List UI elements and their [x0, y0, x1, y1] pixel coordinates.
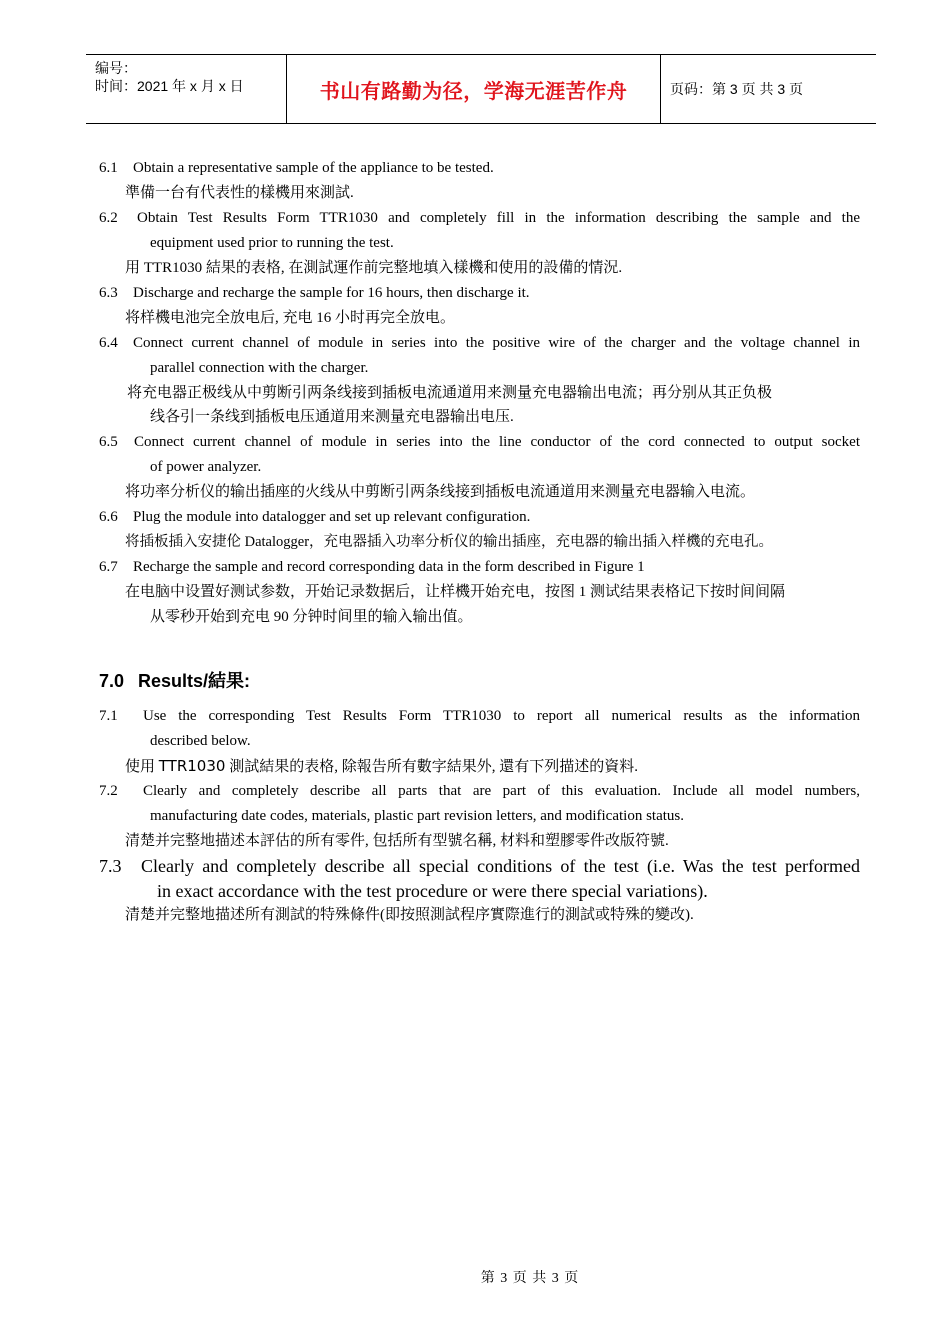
item-number: 7.2	[99, 783, 118, 799]
item-text: Connect current channel of module in series into the line conductor of the cord connected to output socket	[134, 434, 860, 450]
item-number: 7.3	[99, 856, 122, 876]
item-6-6-zh: 将插板插入安捷伦 Datalogger，充电器插入功率分析仪的输出插座，充电器的输出插入样機的充电孔。	[125, 534, 774, 550]
zh-text-pre: 使用	[125, 759, 159, 775]
item-number: 6.2	[99, 210, 118, 226]
item-7-1-zh	[125, 756, 638, 777]
header-page-cell	[661, 55, 876, 123]
item-number: 6.4	[99, 335, 118, 351]
item-6-1-en	[99, 158, 494, 178]
item-7-1-en-2: described below.	[150, 733, 251, 749]
page-footer	[0, 1267, 950, 1287]
item-6-4-en-1	[99, 333, 860, 353]
item-6-7-zh-2: 从零秒开始到充电 90 分钟时间里的输入输出值。	[150, 609, 473, 625]
item-6-5-zh: 将功率分析仪的输出插座的火线从中剪断引两条线接到插板电流通道用来测量充电器输入电流。	[125, 484, 756, 500]
header-page-info: 页码：第 3 页 共 3 页	[670, 81, 804, 97]
item-text: Connect current channel of module in series into the positive wire of the charger and the voltage channel in	[133, 335, 860, 351]
item-7-2-en-1	[99, 781, 860, 801]
form-code: TTR1030	[158, 757, 226, 775]
item-number: 7.1	[99, 708, 118, 724]
item-6-2-en-2: equipment used prior to running the test.	[150, 235, 394, 251]
item-6-3-zh: 将样機电池完全放电后, 充电 16 小时再完全放电。	[125, 310, 456, 326]
item-text: Obtain a representative sample of the appliance to be tested.	[133, 160, 494, 176]
item-text: Use the corresponding Test Results Form TTR1030 to report all numerical results as the information	[143, 708, 860, 724]
footer-page-number: 第 3 页 共 3 页	[480, 1271, 580, 1286]
item-number: 6.5	[99, 434, 118, 450]
item-6-4-en-2: parallel connection with the charger.	[150, 360, 369, 376]
item-6-3-en	[99, 283, 530, 303]
section-title: Results/結果:	[138, 671, 251, 691]
item-7-2-en-2: manufacturing date codes, materials, plastic part revision letters, and modification status.	[150, 808, 685, 824]
header-meta-cell	[86, 55, 287, 123]
item-6-1-zh: 準備一台有代表性的樣機用來測試.	[125, 185, 354, 201]
item-number: 6.6	[99, 509, 118, 525]
item-6-7-zh-1: 在电脑中设置好测试参数，开始记录数据后，让样機开始充电，按图 1 测试结果表格记下按时间间隔	[125, 584, 786, 600]
item-text: Obtain Test Results Form TTR1030 and completely fill in the information describing the sample and the	[137, 210, 860, 226]
item-6-7-en	[99, 557, 645, 577]
header-motto: 书山有路勤为径，学海无涯苦作舟	[319, 78, 628, 103]
item-number: 6.7	[99, 559, 118, 575]
item-text: Recharge the sample and record corresponding data in the form described in Figure 1	[133, 559, 645, 575]
item-6-2-zh: 用 TTR1030 結果的表格, 在測試運作前完整地填入樣機和使用的設備的情況.	[125, 260, 623, 276]
item-number: 6.3	[99, 285, 118, 301]
item-text: Clearly and completely describe all parts that are part of this evaluation. Include all model numbers,	[143, 783, 860, 799]
item-6-5-en-2: of power analyzer.	[150, 459, 262, 475]
item-6-6-en	[99, 507, 530, 527]
item-7-3-zh: 清楚并完整地描述所有測試的特殊條件(即按照測試程序實際進行的測試或特殊的變改).	[125, 907, 694, 923]
item-text: Clearly and completely describe all special conditions of the test (i.e. Was the test performed	[141, 856, 860, 876]
item-text: Discharge and recharge the sample for 16 hours, then discharge it.	[133, 285, 530, 301]
document-number-label: 编号：	[95, 60, 137, 76]
document-time-label: 时间：2021 年 x 月 x 日	[95, 78, 244, 94]
header-motto-cell	[287, 55, 661, 123]
item-7-3-en-2: in exact accordance with the test procedure or were there special variations).	[157, 881, 708, 901]
section-number: 7.0	[99, 671, 125, 691]
item-text: Plug the module into datalogger and set up relevant configuration.	[133, 509, 531, 525]
item-6-4-zh-2: 线各引一条线到插板电压通道用来测量充电器输出电压.	[150, 409, 514, 425]
item-7-2-zh: 清楚并完整地描述本評估的所有零件, 包括所有型號名稱, 材料和塑膠零件改版符號.	[125, 833, 669, 849]
item-6-4-zh-1: 将充电器正极线从中剪断引两条线接到插板电流通道用来测量充电器输出电流；再分别从其正负极	[127, 385, 773, 401]
item-number: 6.1	[99, 160, 118, 176]
item-6-5-en-1	[99, 432, 860, 452]
item-7-3-en-1	[99, 854, 860, 878]
item-6-2-en-1	[99, 208, 860, 228]
zh-text-post: 測試結果的表格, 除報告所有數字結果外, 還有下列描述的資料.	[225, 759, 638, 775]
page-header	[86, 54, 876, 124]
section-7-heading	[99, 667, 250, 693]
item-7-1-en-1	[99, 706, 860, 726]
